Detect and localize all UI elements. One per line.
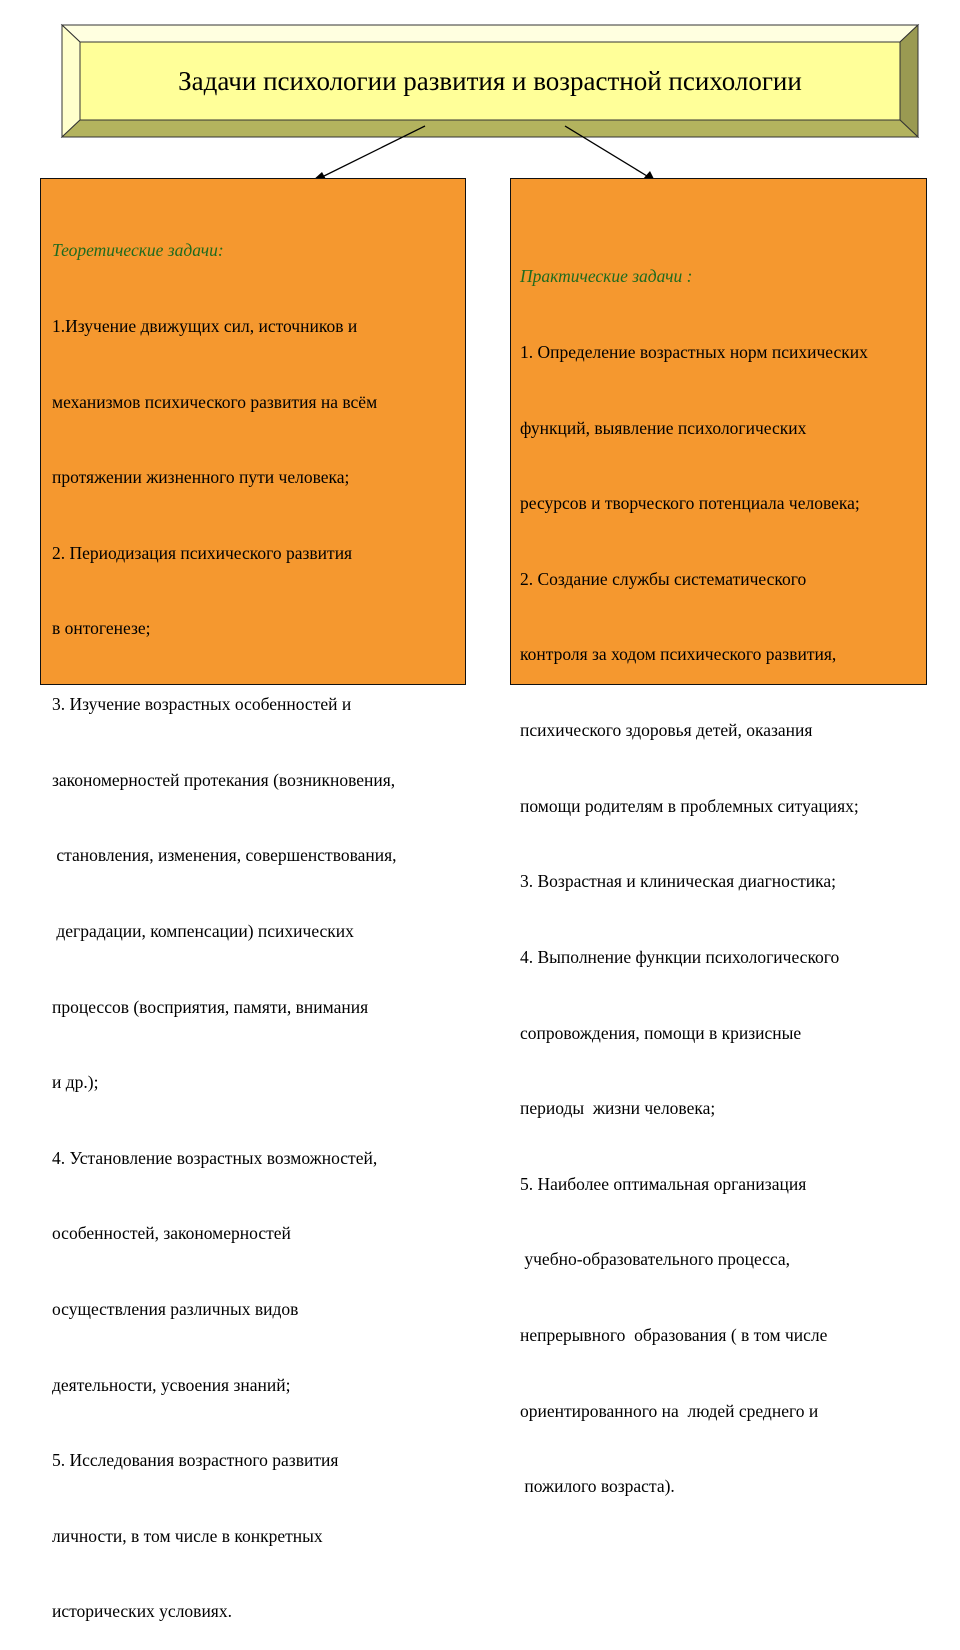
practical-line: учебно-образовательного процесса, <box>520 1249 791 1270</box>
theoretical-line: 1.Изучение движущих сил, источников и <box>52 316 358 337</box>
theoretical-line: 5. Исследования возрастного развития <box>52 1450 339 1471</box>
practical-tasks-box <box>510 178 927 1497</box>
theoretical-line: исторических условиях. <box>52 1601 232 1622</box>
theoretical-line: личности, в том числе в конкретных <box>52 1525 323 1546</box>
theoretical-line: и др.); <box>52 1072 99 1093</box>
practical-line: 1. Определение возрастных норм психических <box>520 342 868 363</box>
theoretical-line: 3. Изучение возрастных особенностей и <box>52 694 352 715</box>
practical-line: помощи родителям в проблемных ситуациях; <box>520 795 859 816</box>
theoretical-line: закономерностей протекания (возникновения, <box>52 769 396 790</box>
page-title: Задачи психологии развития и возрастной психологии <box>178 65 802 96</box>
theoretical-line: 2. Периодизация психического развития <box>52 542 353 563</box>
practical-line: сопровождения, помощи в кризисные <box>520 1022 802 1043</box>
theoretical-line: 4. Установление возрастных возможностей, <box>52 1147 378 1168</box>
theoretical-line: деградации, компенсации) психических <box>52 920 354 941</box>
practical-line: 5. Наиболее оптимальная организация <box>520 1173 807 1194</box>
practical-line: 3. Возрастная и клиническая диагностика; <box>520 871 837 892</box>
theoretical-heading: Теоретические задачи: <box>52 240 224 261</box>
practical-line: 2. Создание службы систематического <box>520 568 807 589</box>
practical-line: непрерывного образования ( в том числе <box>520 1324 828 1345</box>
theoretical-line: становления, изменения, совершенствования, <box>52 845 397 866</box>
practical-line: психического здоровья детей, оказания <box>520 720 813 741</box>
theoretical-line: деятельности, усвоения знаний; <box>52 1374 291 1395</box>
practical-line: контроля за ходом психического развития, <box>520 644 837 665</box>
practical-line: пожилого возраста). <box>520 1476 675 1497</box>
practical-line: ориентированного на людей среднего и <box>520 1400 819 1421</box>
theoretical-tasks-box <box>40 178 466 1622</box>
theoretical-line: особенностей, закономерностей <box>52 1223 291 1244</box>
theoretical-line: протяжении жизненного пути человека; <box>52 467 350 488</box>
practical-line: функций, выявление психологических <box>520 417 807 438</box>
practical-line: периоды жизни человека; <box>520 1098 716 1119</box>
practical-line: ресурсов и творческого потенциала человека; <box>520 493 860 514</box>
theoretical-line: осуществления различных видов <box>52 1298 299 1319</box>
practical-line: 4. Выполнение функции психологического <box>520 946 840 967</box>
practical-heading: Практические задачи : <box>520 266 693 287</box>
theoretical-line: процессов (восприятия, памяти, внимания <box>52 996 369 1017</box>
theoretical-line: в онтогенезе; <box>52 618 151 639</box>
theoretical-line: механизмов психического развития на всём <box>52 391 378 412</box>
